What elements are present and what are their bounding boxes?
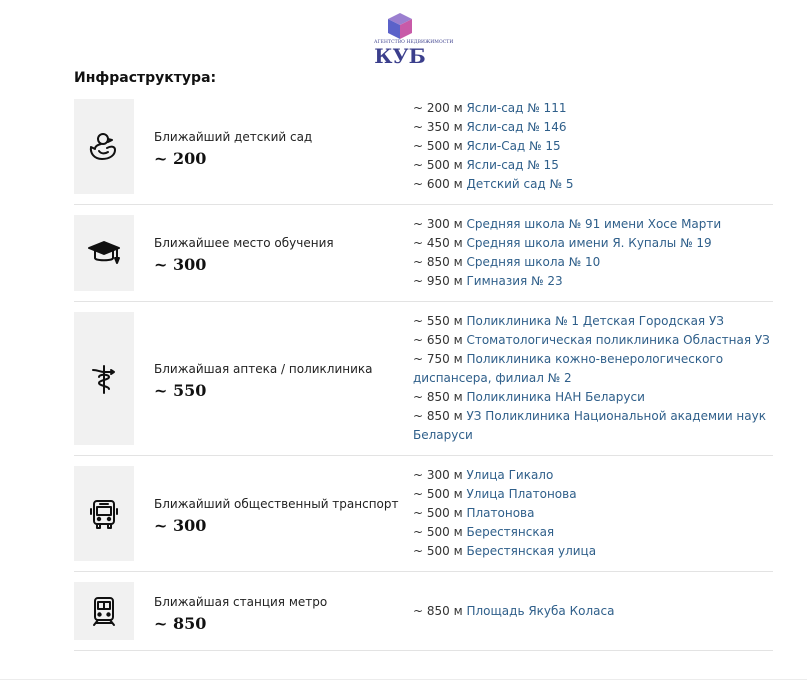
item-link[interactable]: Поликлиника № 1 Детская Городская УЗ	[466, 314, 724, 328]
item-distance: ~ 500 м	[413, 525, 463, 539]
metro-train-icon	[87, 594, 121, 628]
item-link[interactable]: Детский сад № 5	[466, 177, 574, 191]
nearby-list	[413, 466, 773, 561]
item-link[interactable]: Стоматологическая поликлиника Областная УЗ	[466, 333, 770, 347]
footer-divider	[0, 679, 807, 680]
infrastructure-row-transport	[74, 466, 773, 572]
item-link[interactable]: Платонова	[466, 506, 535, 520]
item-distance: ~ 750 м	[413, 352, 463, 366]
item-distance: ~ 850 м	[413, 604, 463, 618]
logo-tagline: АГЕНТСТВО НЕДВИЖИМОСТИ	[374, 40, 454, 45]
row-value: ~ 850	[154, 614, 207, 633]
row-value: ~ 200	[154, 149, 207, 168]
row-value: ~ 550	[154, 381, 207, 400]
row-caption: Ближайший общественный транспорт	[154, 497, 399, 511]
item-link[interactable]: Поликлиника кожно-венерологического диспансера, филиал № 2	[413, 352, 724, 385]
list-item	[413, 215, 773, 234]
item-distance: ~ 550 м	[413, 314, 463, 328]
item-link[interactable]: Площадь Якуба Коласа	[466, 604, 615, 618]
item-distance: ~ 500 м	[413, 506, 463, 520]
nearby-list	[413, 602, 773, 621]
item-distance: ~ 500 м	[413, 544, 463, 558]
list-item	[413, 602, 773, 621]
icon-box	[74, 466, 134, 561]
list-item	[413, 388, 773, 407]
agency-logo[interactable]	[374, 12, 454, 74]
icon-box	[74, 582, 134, 640]
list-item	[413, 312, 773, 331]
item-distance: ~ 850 м	[413, 255, 463, 269]
item-link[interactable]: Улица Гикало	[466, 468, 554, 482]
list-item	[413, 118, 773, 137]
row-caption: Ближайший детский сад	[154, 130, 313, 144]
row-value: ~ 300	[154, 516, 207, 535]
duck-icon	[87, 130, 121, 164]
item-distance: ~ 850 м	[413, 390, 463, 404]
list-item	[413, 175, 773, 194]
item-distance: ~ 200 м	[413, 101, 463, 115]
item-link[interactable]: Улица Платонова	[466, 487, 577, 501]
item-link[interactable]: Ясли-сад № 111	[466, 101, 567, 115]
infrastructure-row-clinic	[74, 312, 773, 456]
item-distance: ~ 650 м	[413, 333, 463, 347]
list-item	[413, 504, 773, 523]
list-item	[413, 99, 773, 118]
logo-brand: КУБ	[374, 44, 426, 68]
list-item	[413, 542, 773, 561]
row-caption: Ближайшая станция метро	[154, 595, 328, 609]
item-distance: ~ 450 м	[413, 236, 463, 250]
nearby-list	[413, 215, 773, 291]
infrastructure-row-school	[74, 215, 773, 302]
list-item	[413, 407, 773, 445]
item-link[interactable]: Ясли-сад № 15	[466, 158, 559, 172]
infrastructure-row-metro	[74, 582, 773, 651]
list-item	[413, 331, 773, 350]
item-link[interactable]: УЗ Поликлиника Национальной академии наук Беларуси	[413, 409, 766, 442]
item-link[interactable]: Поликлиника НАН Беларуси	[466, 390, 645, 404]
nearby-list	[413, 99, 773, 194]
graduation-cap-icon	[87, 236, 121, 270]
item-link[interactable]: Гимназия № 23	[466, 274, 563, 288]
cube-logo-icon	[387, 12, 413, 40]
list-item	[413, 466, 773, 485]
list-item	[413, 156, 773, 175]
item-distance: ~ 950 м	[413, 274, 463, 288]
icon-box	[74, 215, 134, 291]
item-distance: ~ 300 м	[413, 217, 463, 231]
list-item	[413, 272, 773, 291]
item-link[interactable]: Средняя школа № 91 имени Хосе Марти	[466, 217, 722, 231]
row-value: ~ 300	[154, 255, 207, 274]
item-link[interactable]: Берестянская улица	[466, 544, 597, 558]
item-distance: ~ 500 м	[413, 487, 463, 501]
item-link[interactable]: Средняя школа имени Я. Купалы № 19	[466, 236, 712, 250]
bus-icon	[87, 497, 121, 531]
infrastructure-row-kindergarten	[74, 99, 773, 205]
row-caption: Ближайшая аптека / поликлиника	[154, 362, 373, 376]
item-distance: ~ 500 м	[413, 139, 463, 153]
icon-box	[74, 99, 134, 194]
nearby-list	[413, 312, 773, 445]
item-distance: ~ 500 м	[413, 158, 463, 172]
item-link[interactable]: Ясли-сад № 146	[466, 120, 567, 134]
item-distance: ~ 350 м	[413, 120, 463, 134]
item-link[interactable]: Берестянская	[466, 525, 555, 539]
list-item	[413, 137, 773, 156]
item-distance: ~ 300 м	[413, 468, 463, 482]
list-item	[413, 485, 773, 504]
list-item	[413, 523, 773, 542]
icon-box	[74, 312, 134, 445]
row-caption: Ближайшее место обучения	[154, 236, 334, 250]
item-distance: ~ 850 м	[413, 409, 463, 423]
list-item	[413, 234, 773, 253]
item-link[interactable]: Средняя школа № 10	[466, 255, 601, 269]
list-item	[413, 253, 773, 272]
item-distance: ~ 600 м	[413, 177, 463, 191]
caduceus-icon	[87, 362, 121, 396]
list-item	[413, 350, 773, 388]
item-link[interactable]: Ясли-Сад № 15	[466, 139, 561, 153]
section-title: Инфраструктура:	[74, 70, 217, 86]
